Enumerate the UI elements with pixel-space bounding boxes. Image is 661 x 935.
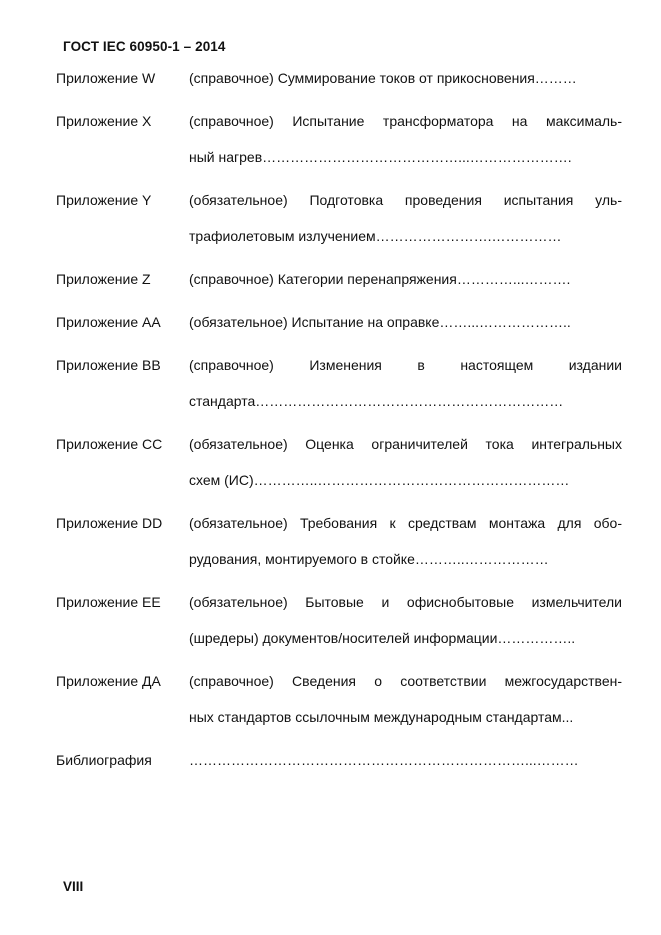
toc-entry-line: (обязательное) Подготовка проведения испытания уль- — [189, 192, 622, 208]
toc-entry-label: Приложение W — [56, 70, 156, 86]
toc-entry-bibliography — [56, 742, 622, 778]
document-header: ГОСТ IEC 60950-1 – 2014 — [63, 39, 226, 54]
toc-entry-label: Библиография — [56, 752, 152, 768]
toc-entry-line: ………………………………………………………………...……… — [189, 752, 579, 768]
toc-entry-title — [189, 103, 622, 175]
toc-entry-line: (справочное) Категории перенапряжения…………...………. — [189, 271, 571, 287]
toc-entry-label: Приложение X — [56, 113, 152, 129]
toc-entry-line: (справочное) Суммирование токов от прикосновения……… — [189, 70, 577, 86]
toc-entry-label: Приложение EE — [56, 594, 161, 610]
toc-entry-label: Приложение AA — [56, 314, 161, 330]
toc-entry-annex-da — [56, 663, 622, 735]
toc-entry-annex-aa — [56, 304, 622, 340]
table-of-contents — [56, 60, 622, 785]
toc-entry-label: Приложение CC — [56, 436, 163, 452]
page-number: VIII — [63, 879, 84, 894]
toc-entry-line: (обязательное) Оценка ограничителей тока интегральных — [189, 436, 622, 452]
toc-entry-line: (обязательное) Бытовые и офиснобытовые измельчители — [189, 594, 622, 610]
toc-entry-label: Приложение Z — [56, 271, 151, 287]
toc-entry-label: Приложение BB — [56, 357, 161, 373]
toc-entry-title — [189, 304, 622, 340]
toc-entry-title — [189, 60, 622, 96]
toc-entry-title — [189, 505, 622, 577]
toc-entry-line: ный нагрев……………………………………...…………………. — [189, 149, 572, 165]
toc-entry-title — [189, 584, 622, 656]
toc-entry-title — [189, 261, 622, 297]
toc-entry-line: стандарта………………………………………………………… — [189, 393, 564, 409]
toc-entry-title — [189, 426, 622, 498]
toc-entry-line: (обязательное) Требования к средствам монтажа для обо- — [189, 515, 622, 531]
toc-entry-line: рудования, монтируемого в стойке………..……………… — [189, 551, 549, 567]
toc-entry-annex-x — [56, 103, 622, 175]
toc-entry-line: ных стандартов ссылочным международным стандартам... — [189, 709, 574, 725]
toc-entry-title — [189, 663, 622, 735]
toc-entry-label: Приложение DD — [56, 515, 163, 531]
toc-entry-line: (шредеры) документов/носителей информации…………….. — [189, 630, 576, 646]
toc-entry-line: (справочное) Изменения в настоящем издании — [189, 357, 622, 373]
toc-entry-line: (обязательное) Испытание на оправке……...……………….. — [189, 314, 571, 330]
toc-entry-annex-cc — [56, 426, 622, 498]
toc-entry-title — [189, 182, 622, 254]
toc-entry-title — [189, 742, 622, 778]
toc-entry-title — [189, 347, 622, 419]
toc-entry-label: Приложение Y — [56, 192, 152, 208]
toc-entry-line: схем (ИС)…………..……………………………………………… — [189, 472, 570, 488]
toc-entry-annex-z — [56, 261, 622, 297]
toc-entry-line: (справочное) Испытание трансформатора на максималь- — [189, 113, 622, 129]
toc-entry-line: трафиолетовым излучением…………………….…………… — [189, 228, 562, 244]
toc-entry-label: Приложение ДА — [56, 673, 161, 689]
toc-entry-annex-y — [56, 182, 622, 254]
toc-entry-annex-w — [56, 60, 622, 96]
toc-entry-annex-dd — [56, 505, 622, 577]
toc-entry-annex-bb — [56, 347, 622, 419]
toc-entry-annex-ee — [56, 584, 622, 656]
toc-entry-line: (справочное) Сведения о соответствии межгосударствен- — [189, 673, 622, 689]
